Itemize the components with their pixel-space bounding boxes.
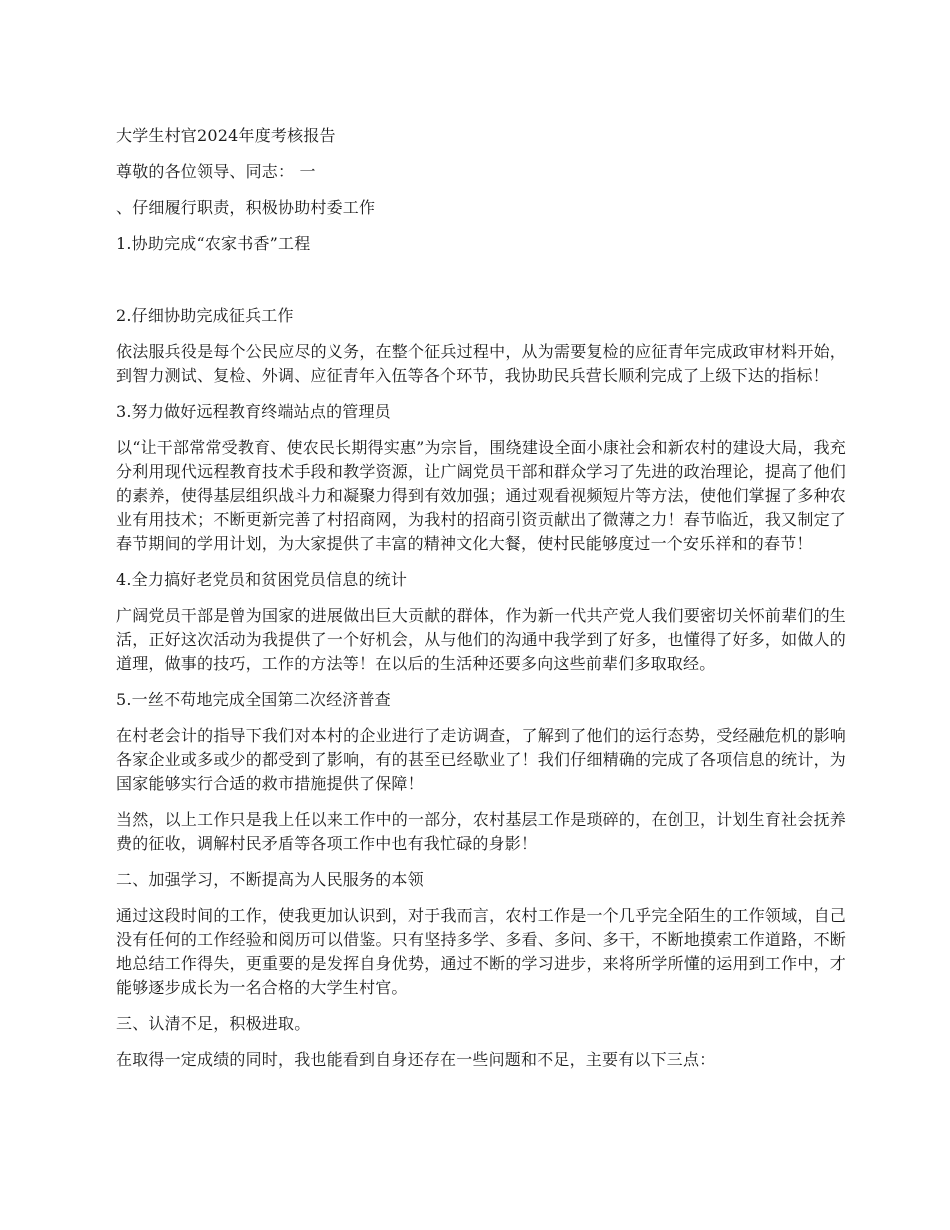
item-2-body: 依法服兵役是每个公民应尽的义务，在整个征兵过程中，从为需要复检的应征青年完成政审材料开始，到智力测试、复检、外调、应征青年入伍等各个环节，我协助民兵营长顺利完成了上级下达的指标！ (116, 342, 846, 385)
document-page (116, 124, 846, 1084)
section-3-body: 在取得一定成绩的同时，我也能看到自身还存在一些问题和不足，主要有以下三点： (116, 1050, 716, 1069)
item-3-body: 以“让干部常常受教育、使农民长期得实惠”为宗旨，围绕建设全面小康社会和新农村的建设大局，我充分利用现代远程教育技术手段和教学资源，让广阔党员干部和群众学习了先进的政治理论，提高了他们的素养，使得基层组织战斗力和凝聚力得到有效加强；通过观看视频短片等方法，使他们掌握了多种农业有用技术；不断更新完善了村招商网，为我村的招商引资贡献出了微薄之力！春节临近，我又制定了春节期间的学用计划，为大家提供了丰富的精神文化大餐，使村民能够度过一个安乐祥和的春节！ (116, 438, 846, 553)
item-2-heading: 2.仔细协助完成征兵工作 (116, 306, 294, 325)
greeting: 尊敬的各位领导、同志： 一 (116, 162, 316, 181)
blank-space (116, 268, 846, 304)
item-5-heading: 5.一丝不苟地完成全国第二次经济普查 (116, 690, 391, 709)
item-5-body: 在村老会计的指导下我们对本村的企业进行了走访调查，了解到了他们的运行态势，受经融危机的影响各家企业或多或少的都受到了影响，有的甚至已经歇业了！我们仔细精确的完成了各项信息的统计，为国家能够实行合适的救市措施提供了保障！ (116, 726, 846, 793)
section-2-body: 通过这段时间的工作，使我更加认识到，对于我而言，农村工作是一个几乎完全陌生的工作领域，自己没有任何的工作经验和阅历可以借鉴。只有坚持多学、多看、多问、多干，不断地摸索工作道路，不断地总结工作得失，更重要的是发挥自身优势，通过不断的学习进步，来将所学所懂的运用到工作中，才能够逐步成长为一名合格的大学生村官。 (116, 906, 846, 997)
section-1-summary: 当然，以上工作只是我上任以来工作中的一部分，农村基层工作是琐碎的，在创卫，计划生育社会抚养费的征收，调解村民矛盾等各项工作中也有我忙碌的身影！ (116, 810, 846, 853)
item-3-heading: 3.努力做好远程教育终端站点的管理员 (116, 402, 391, 421)
document-title: 大学生村官2024年度考核报告 (116, 126, 336, 145)
item-1-heading: 1.协助完成“农家书香”工程 (116, 234, 311, 253)
section-3-heading: 三、认清不足，积极进取。 (116, 1014, 311, 1033)
section-2-heading: 二、加强学习，不断提高为人民服务的本领 (116, 870, 424, 889)
section-1-heading: 、仔细履行职责，积极协助村委工作 (116, 198, 376, 217)
item-4-body: 广阔党员干部是曾为国家的进展做出巨大贡献的群体，作为新一代共产党人我们要密切关怀前辈们的生活，正好这次活动为我提供了一个好机会，从与他们的沟通中我学到了好多，也懂得了好多，如做人的道理，做事的技巧，工作的方法等！在以后的生活种还要多向这些前辈们多取取经。 (116, 606, 846, 673)
item-4-heading: 4.全力搞好老党员和贫困党员信息的统计 (116, 570, 408, 589)
